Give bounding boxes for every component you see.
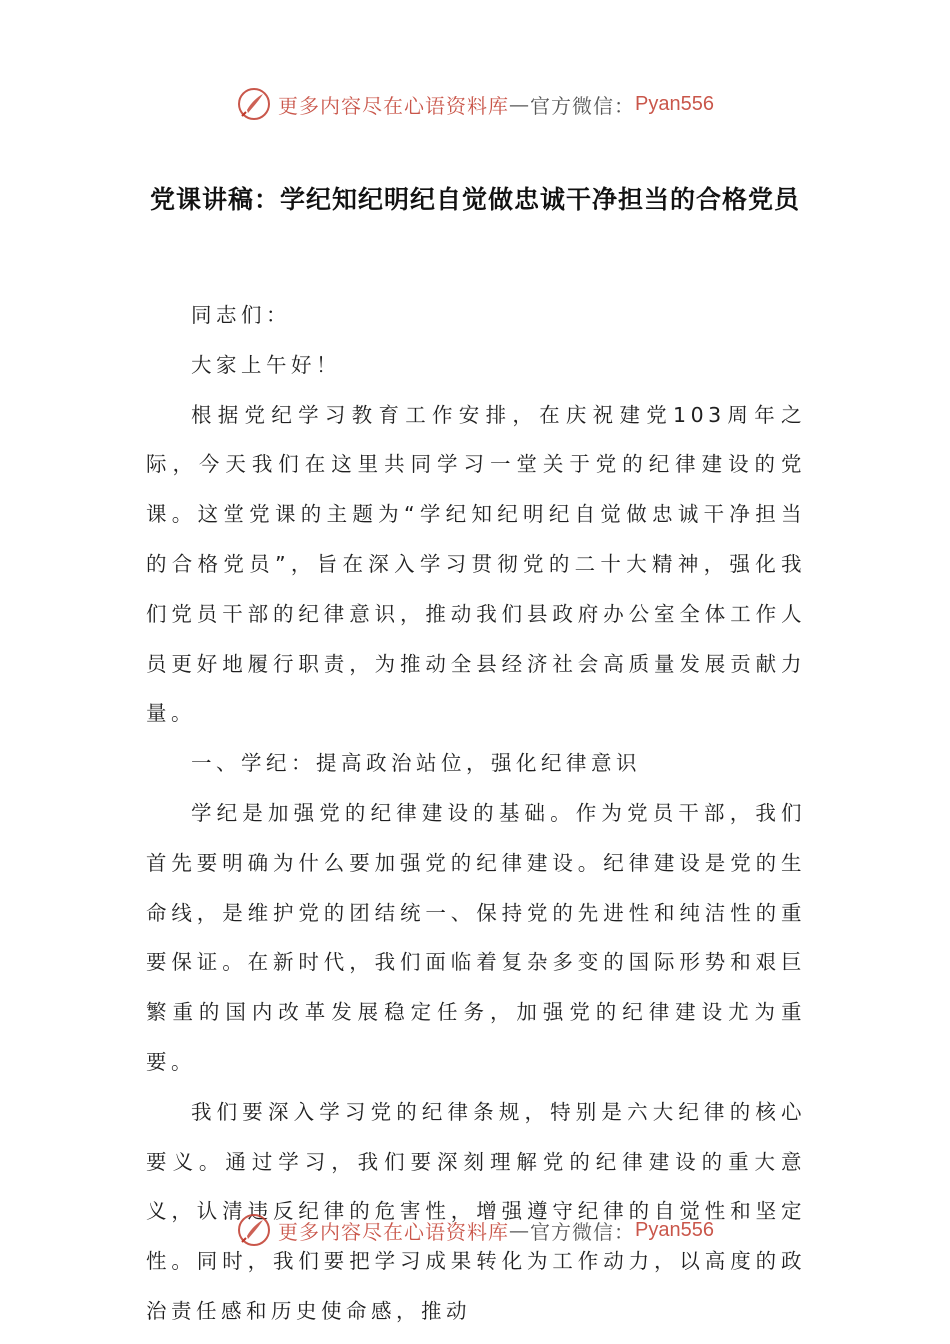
document-body [146,291,806,1337]
body-paragraph-intro: 根据党纪学习教育工作安排，在庆祝建党103周年之际，今天我们在这里共同学习一堂关于党的纪律建设的党课。这堂党课的主题为“学纪知纪明纪自觉做忠诚干净担当的合格党员”，旨在深入学习贯彻党的二十大精神，强化我们党员干部的纪律意识，推动我们县政府办公室全体工作人员更好地履行职责，为推动全县经济社会高质量发展贡献力量。 [146,402,806,726]
watermark-separator: — [509,1218,531,1242]
watermark-wechat-id: Pyan556 [635,92,714,115]
feather-pen-logo-icon [236,1212,272,1248]
body-paragraph: 学纪是加强党的纪律建设的基础。作为党员干部，我们首先要明确为什么要加强党的纪律建设。纪律建设是党的生命线，是维护党的团结统一、保持党的先进性和纯洁性的重要保证。在新时代，我们面临着复杂多变的国际形势和艰巨繁重的国内改革发展稳定任务，加强党的纪律建设尤为重要。 [146,800,806,1074]
watermark-label: 官方微信： [530,1219,636,1244]
feather-pen-logo-icon [236,86,272,122]
salutation: 同志们： [191,303,291,327]
watermark-brand-text: 更多内容尽在心语资料库 [278,1219,510,1244]
watermark-brand-text: 更多内容尽在心语资料库 [278,93,510,118]
watermark-label: 官方微信： [530,93,636,118]
body-paragraph: 我们要深入学习党的纪律条规，特别是六大纪律的核心要义。通过学习，我们要深刻理解党的纪律建设的重大意义，认清违反纪律的危害性，增强遵守纪律的自觉性和坚定性。同时，我们要把学习成果转化为工作动力，以高度的政治责任感和历史使命感，推动 [146,1099,806,1323]
watermark-footer [0,1210,950,1250]
section-heading-1: 一、学纪：提高政治站位，强化纪律意识 [191,751,641,776]
document-title: 党课讲稿：学纪知纪明纪自觉做忠诚干净担当的合格党员 [149,185,800,214]
watermark-wechat-id: Pyan556 [635,1218,714,1241]
greeting: 大家上午好！ [191,352,341,377]
watermark-separator: — [509,92,531,116]
watermark-header [0,84,950,124]
